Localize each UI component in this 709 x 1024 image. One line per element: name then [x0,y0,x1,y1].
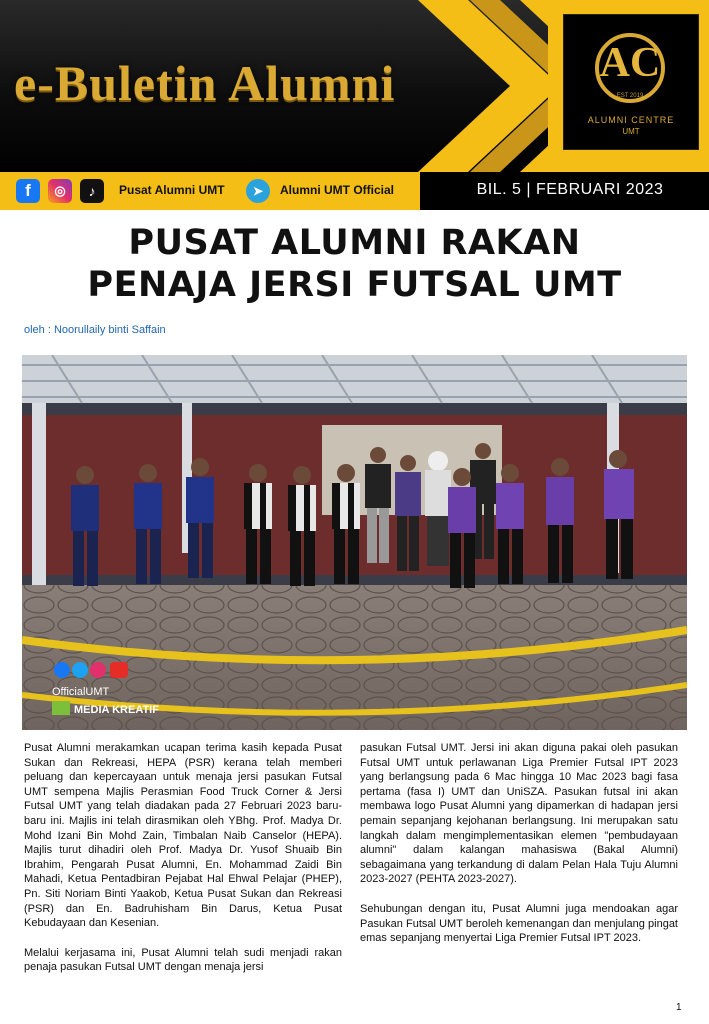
issue-label: BIL. 5 | FEBRUARI 2023 [476,181,664,198]
logo-caption: ALUMNI CENTRE [587,115,675,125]
social-label-alumni-official[interactable]: Alumni UMT Official [280,183,394,197]
article-column-right [360,741,678,961]
headline-line-1: PUSAT ALUMNI RAKAN [128,223,581,263]
team-photo-illustration [22,355,687,730]
page-number: 1 [676,1002,682,1013]
players-blue [71,458,214,586]
social-label-pusat-alumni[interactable]: Pusat Alumni UMT [119,183,225,197]
logo-monogram: AC [599,40,661,86]
article-byline: oleh : Noorullaily binti Saffain [24,324,166,336]
paragraph: Melalui kerjasama ini, Pusat Alumni telah sudi menjadi rakan penaja pasukan Futsal UMT dengan menaja jersi [24,946,342,974]
headline-line-2: PENAJA JERSI FUTSAL UMT [87,265,622,305]
article-headline [0,222,709,306]
paragraph: pasukan Futsal UMT. Jersi ini akan diguna pakai oleh pasukan Futsal UMT untuk perlawanan Liga Premier Futsal IPT 2023 yang berlangsung pada 6 Mac hingga 10 Mac 2023 bagi fasa pertama (fasa I) UMT dan UniSZA. Pasukan futsal ini akan membawa logo Pusat Alumni yang dipamerkan di hadapan jersi pemain sepanjang kejohanan berlangsung. Ini merupakan satu langkah dalam mengimplementasikan elemen "pembudayaan alumni" dalam kalangan mahasiswa (Bakal Alumni) sebagaimana yang terkandung di dalam Pelan Hala Tuju Alumni 2023-2027 (PEHTA 2023-2027). [360,742,678,886]
logo-subcaption: UMT [622,127,640,136]
tiktok-icon[interactable]: ♪ [80,179,104,203]
photo-watermark-media: MEDIA KREATIF [74,704,159,716]
paragraph: Pusat Alumni merakamkan ucapan terima kasih kepada Pusat Sukan dan Rekreasi, HEPA (PSR) kerana telah memberi peluang dan kepercayaan untuk menaja jersi pasukan Futsal UMT sempena Majlis Perasmian Food Truck Corner & Jersi Futsal UMT yang telah diadakan pada 27 Februari 2023 baru-baru ini. Majlis ini telah dirasmikan oleh YBhg. Prof. Madya Dr. Mohd Izani Bin Mohd Zain, Timbalan Naib Canselor (HEPA). Majlis turut dihadiri oleh Prof. Madya Dr. Yusof Shuaib Bin Ibrahim, Pengarah Pusat Alumni, En. Mohammad Zaidi Bin Mahadi, Ketua Pentadbiran Pejabat Hal Ehwal Pelajar (PHEP), Pn. Siti Noriam Binti Yaakob, Ketua Pusat Sukan dan Rekreasi (PSR) dan En. Badruhisham Bin Darus, Ketua Pusat Kebudayaan dan Kesenian. [24,742,342,930]
article-column-left [24,741,342,990]
social-bar [0,172,709,210]
bulletin-title: e-Buletin Alumni [14,55,396,111]
paragraph: Sehubungan dengan itu, Pusat Alumni juga mendoakan agar Pasukan Futsal UMT beroleh kemenangan dan menjulang pingat emas sepanjang menyertai Liga Premier Futsal IPT 2023. [360,902,678,945]
logo-est: EST 2019 [616,93,644,99]
telegram-icon[interactable]: ➤ [246,179,270,203]
facebook-icon[interactable]: f [16,179,40,203]
team-photo [22,355,687,730]
instagram-icon[interactable]: ◎ [48,179,72,203]
alumni-centre-logo [563,14,699,150]
bulletin-header [0,0,709,172]
photo-watermark-official: OfficialUMT [52,686,110,698]
